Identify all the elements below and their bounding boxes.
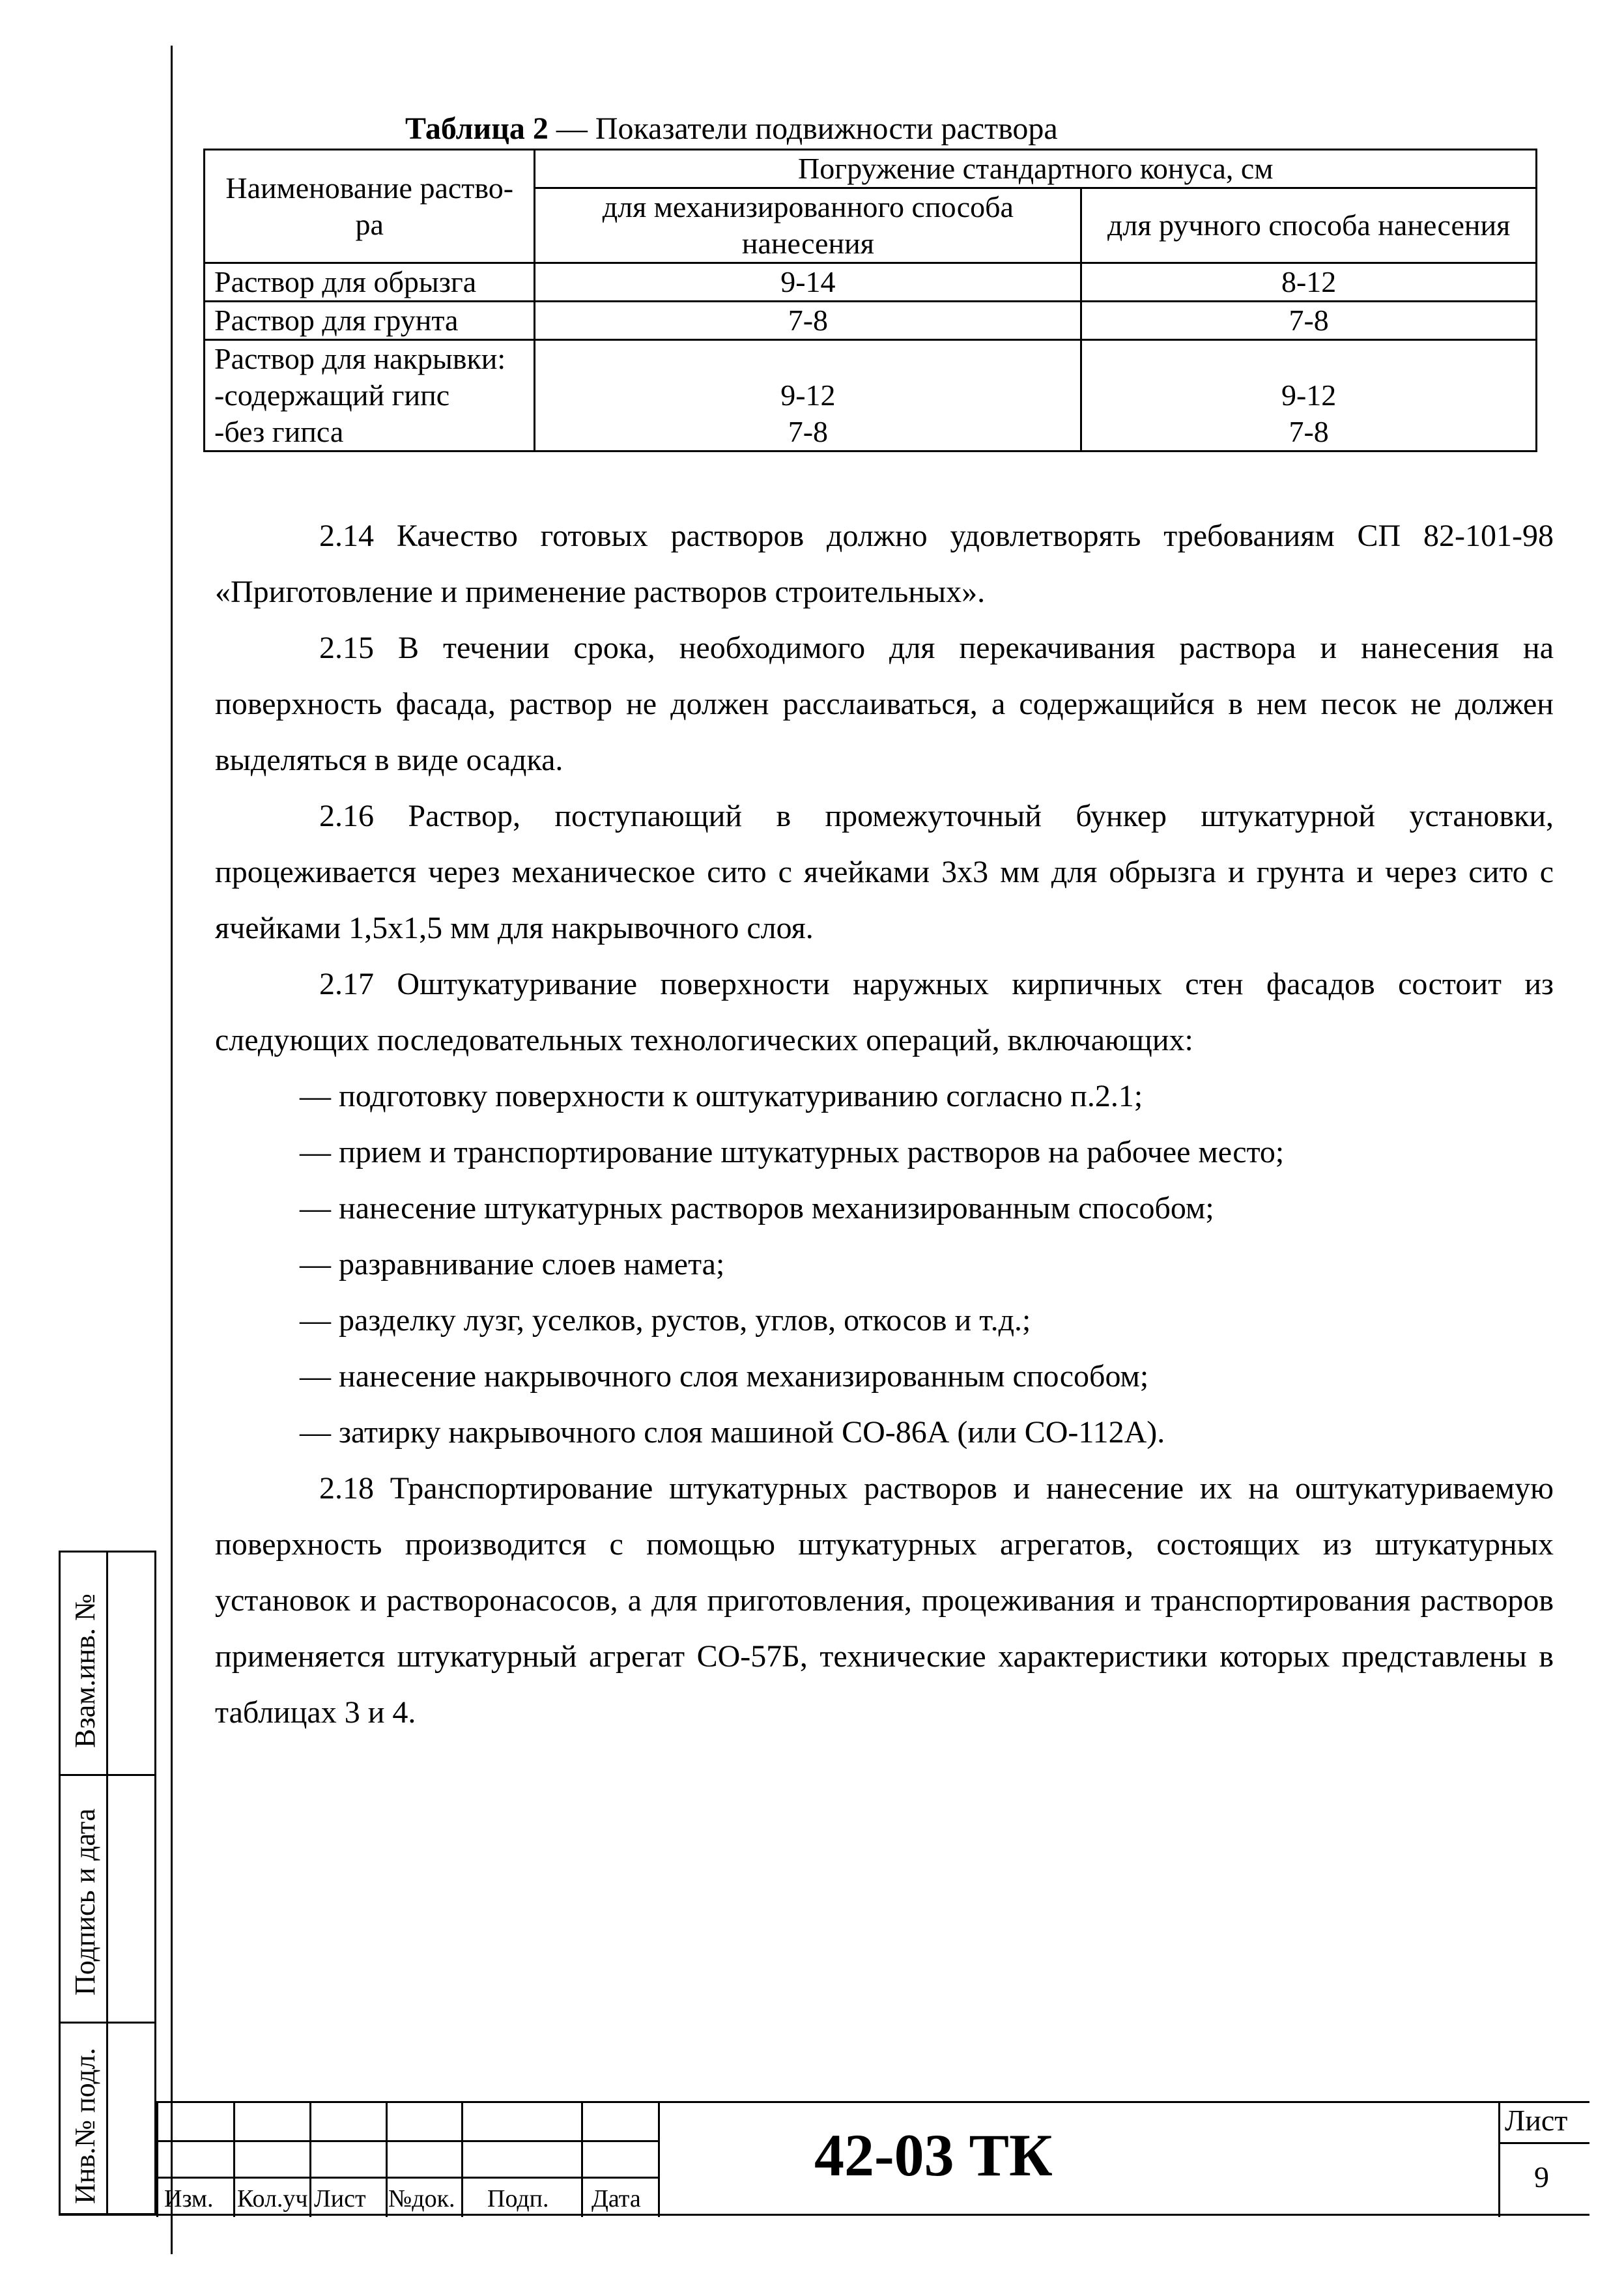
grid-line	[156, 2140, 659, 2142]
paragraph-2-14: 2.14 Качество готовых растворов должно удовлетворять требованиям СП 82-101-98 «Приготовление и применение растворов строительных».	[215, 519, 1554, 609]
row-name: Раствор для грунта	[205, 302, 535, 340]
stamp-inv-label: Инв.№ подл.	[69, 2048, 101, 2204]
list-item: — разделку лузг, уселков, рустов, углов, откосов и т.д.;	[300, 1303, 1031, 1338]
title-col-izm: Изм.	[164, 2185, 214, 2212]
sheet-box-divider	[1498, 2142, 1589, 2144]
cover-manual1: 9-12	[1281, 379, 1337, 412]
list-item: — прием и транспортирование штукатурных растворов на рабочее место;	[300, 1135, 1285, 1169]
table-caption	[405, 111, 1058, 147]
page-frame-line	[171, 46, 173, 2254]
row-name	[205, 340, 535, 451]
cover-title: Раствор для накрывки:	[214, 342, 506, 375]
cover-mech2: 7-8	[788, 415, 829, 448]
header-manual-cell: для ручного способа нанесения	[1081, 188, 1537, 263]
document-code: 42-03 ТК	[814, 2122, 1053, 2188]
title-col-data: Дата	[591, 2185, 641, 2212]
title-col-kolvo: Кол.уч	[237, 2185, 308, 2212]
table-caption-number: Таблица 2	[405, 111, 548, 146]
row-mech	[535, 340, 1081, 451]
grid-line	[581, 2103, 583, 2217]
cover-mech1: 9-12	[780, 379, 836, 412]
stamp-vzam-label: Взам.инв. №	[69, 1594, 101, 1748]
list-item: — нанесение накрывочного слоя механизированным способом;	[300, 1359, 1149, 1394]
cover-sub1: -содержащий гипс	[214, 379, 450, 412]
header-group-cell: Погружение стандартного конуса, см	[535, 150, 1537, 188]
title-block-grid	[156, 2103, 659, 2217]
sheet-label: Лист	[1505, 2104, 1568, 2137]
row-manual	[1081, 340, 1537, 451]
grid-line	[156, 2177, 659, 2179]
paragraph-2-16: 2.16 Раствор, поступающий в промежуточный бункер штукатурной установки, процеживается через механическое сито с ячейками 3х3 мм для обрызга и грунта и через сито с ячейками 1,5х1,5 мм для накрывочного слоя.	[215, 799, 1554, 945]
title-col-ndok: №док.	[388, 2185, 455, 2212]
table-row	[205, 302, 1537, 340]
sheet-number: 9	[1534, 2160, 1549, 2194]
list-item: — нанесение штукатурных растворов механизированным способом;	[300, 1191, 1214, 1225]
row-manual: 7-8	[1081, 302, 1537, 340]
list-item: — подготовку поверхности к оштукатуриванию согласно п.2.1;	[300, 1079, 1143, 1113]
bottom-frame-line	[59, 2214, 1589, 2216]
stamp-podpis-label: Подпись и дата	[69, 1808, 101, 1996]
grid-line	[658, 2103, 660, 2217]
cover-sub2: -без гипса	[214, 415, 344, 448]
header-mech-cell: для механизированного способа нанесения	[535, 188, 1081, 263]
grid-line	[156, 2103, 158, 2217]
row-name: Раствор для обрызга	[205, 263, 535, 302]
row-mech: 9-14	[535, 263, 1081, 302]
cover-manual2: 7-8	[1289, 415, 1329, 448]
grid-line	[309, 2103, 311, 2217]
list-item: — затирку накрывочного слоя машиной СО-86А (или СО-112А).	[300, 1415, 1165, 1450]
stamp-divider	[61, 1774, 154, 1776]
margin-stamp	[59, 1551, 156, 2215]
paragraph-2-15: 2.15 В течении срока, необходимого для перекачивания раствора и нанесения на поверхность фасада, раствор не должен расслаиваться, а содержащийся в нем песок не должен выделяться в виде осадка.	[215, 631, 1554, 777]
row-mech: 7-8	[535, 302, 1081, 340]
row-manual: 8-12	[1081, 263, 1537, 302]
title-col-podp: Подп.	[487, 2185, 549, 2212]
table-row	[205, 263, 1537, 302]
grid-line	[461, 2103, 463, 2217]
paragraph-2-17: 2.17 Оштукатуривание поверхности наружных кирпичных стен фасадов состоит из следующих последовательных технологических операций, включающих:	[215, 967, 1554, 1057]
mobility-table	[203, 149, 1537, 452]
grid-line	[386, 2103, 388, 2217]
grid-line	[233, 2103, 235, 2217]
header-name-cell: Наименование раство-ра	[205, 150, 535, 263]
list-item: — разравнивание слоев намета;	[300, 1247, 725, 1281]
stamp-divider	[106, 1553, 108, 2213]
stamp-divider	[61, 2022, 154, 2024]
table-row	[205, 340, 1537, 451]
sheet-box-divider	[1498, 2103, 1500, 2217]
paragraph-2-18: 2.18 Транспортирование штукатурных растворов и нанесение их на оштукатуриваемую поверхность производится с помощью штукатурных агрегатов, состоящих из штукатурных установок и растворонасосов, а для приготовления, процеживания и транспортирования растворов применяется штукатурный агрегат СО-57Б, технические характеристики которых представлены в таблицах 3 и 4.	[215, 1471, 1554, 1730]
body-text	[215, 508, 1554, 1741]
title-col-list: Лист	[314, 2185, 366, 2212]
table-caption-title: — Показатели подвижности раствора	[548, 111, 1058, 146]
